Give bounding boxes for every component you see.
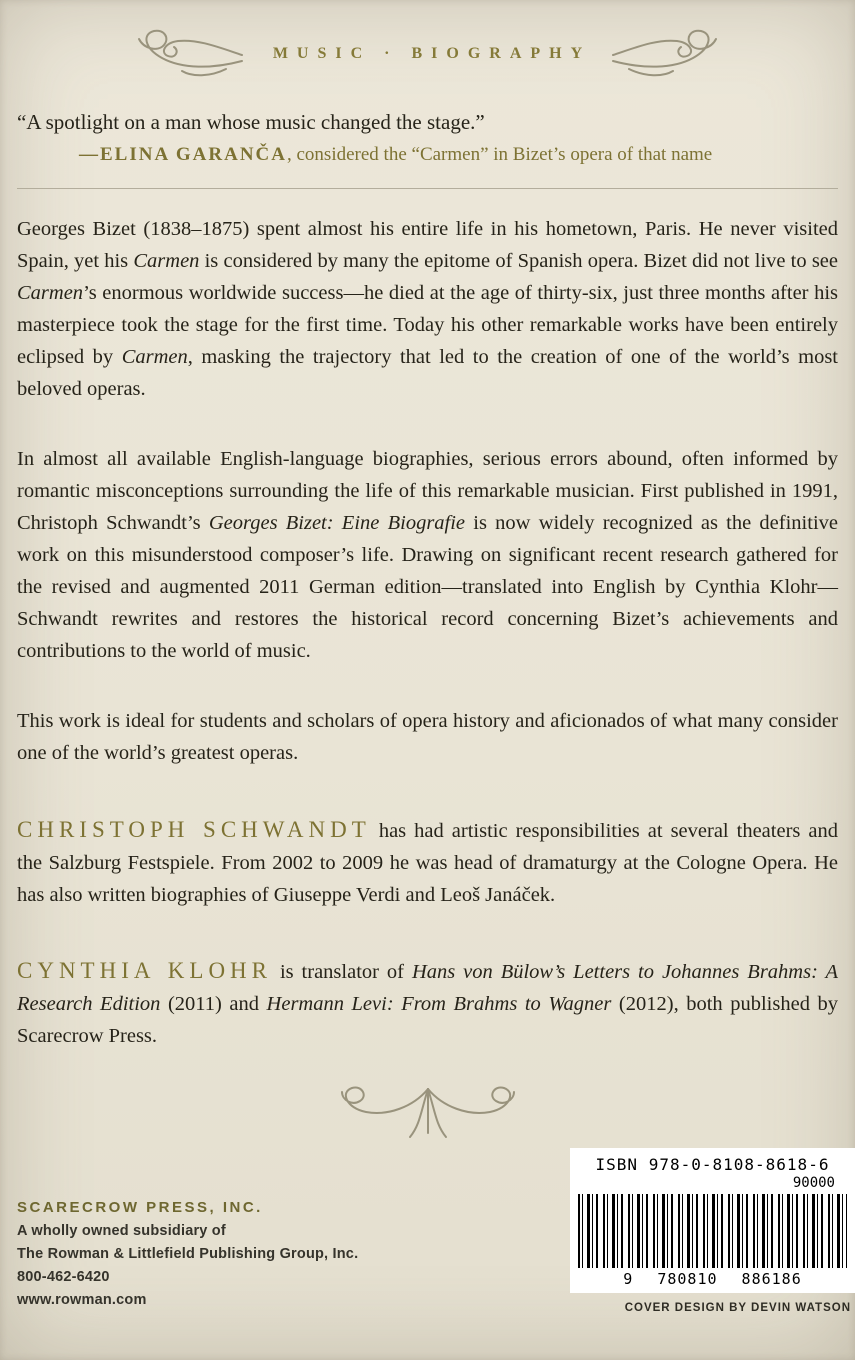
isbn-label: ISBN 978-0-8108-8618-6 [595, 1155, 830, 1174]
barcode-digits: 9 780810 886186 [623, 1270, 802, 1288]
publisher-subsidiary-line: A wholly owned subsidiary of [17, 1223, 226, 1239]
publisher-block [17, 1199, 358, 1308]
price-code: 90000 [792, 1175, 835, 1191]
flourish-right-icon [611, 25, 729, 83]
author-bio: CYNTHIA KLOHR is translator of Hans von Bülow’s Letters to Johannes Brahms: A Research Edition (2011) and Hermann Levi: From Brahms to Wagner (2012), both published by Scarecrow Press. [17, 958, 839, 1048]
category-label: MUSIC · BIOGRAPHY [272, 45, 592, 62]
author-bio: CHRISTOPH SCHWANDT has had artistic responsibilities at several theaters and the Salzburg Festspiele. From 2002 to 2009 he was head of dramaturgy at the Cologne Opera. He has also written biographies of Giuseppe Verdi and Leoš Janáček. [17, 816, 838, 906]
synopsis-paragraph: In almost all available English-language biographies, serious errors abound, often informed by romantic misconceptions surrounding the life of this remarkable musician. First published in 1991, Christoph Schwandt’s Georges Bizet: Eine Biografie is now widely recognized as the definitive work on this misunderstood composer’s life. Drawing on significant recent research gathered for the revised and augmented 2011 German edition—translated into English by Cynthia Klohr—Schwandt rewrites and restores the historical record concerning Bizet’s achievements and contributions to the world of music. [17, 447, 838, 662]
category-header [0, 0, 855, 86]
review-quote-block [0, 108, 855, 168]
synopsis-paragraph: Georges Bizet (1838–1875) spent almost his entire life in his hometown, Paris. He never visited Spain, yet his Carmen is considered by many the epitome of Spanish opera. Bizet did not live to see Carmen’s enormous worldwide success—he died at the age of thirty-six, just three months after his masterpiece took the stage for the first time. Today his other remarkable works have been entirely eclipsed by Carmen, masking the trajectory that led to the creation of one of the world’s most beloved operas. [17, 218, 838, 400]
publisher-name: SCARECROW PRESS, INC. [17, 1199, 263, 1216]
flourish-left-icon [126, 25, 244, 83]
publisher-phone: 800-462-6420 [17, 1269, 110, 1285]
synopsis-paragraph: This work is ideal for students and scholars of opera history and aficionados of what many consider one of the world’s greatest operas. [17, 709, 838, 764]
cover-design-credit: COVER DESIGN BY DEVIN WATSON [624, 1302, 851, 1314]
flourish-bottom-icon [0, 1079, 855, 1147]
divider-rule [17, 188, 838, 189]
publisher-group-line: The Rowman & Littlefield Publishing Group, Inc. [17, 1246, 359, 1262]
quote-text: “A spotlight on a man whose music changed the stage.” [17, 110, 485, 134]
barcode-box [570, 1148, 855, 1293]
barcode-bars [578, 1194, 847, 1268]
publisher-website: www.rowman.com [17, 1292, 147, 1308]
quote-attribution: —ELINA GARANČA, considered the “Carmen” in Bizet’s opera of that name [79, 144, 713, 166]
